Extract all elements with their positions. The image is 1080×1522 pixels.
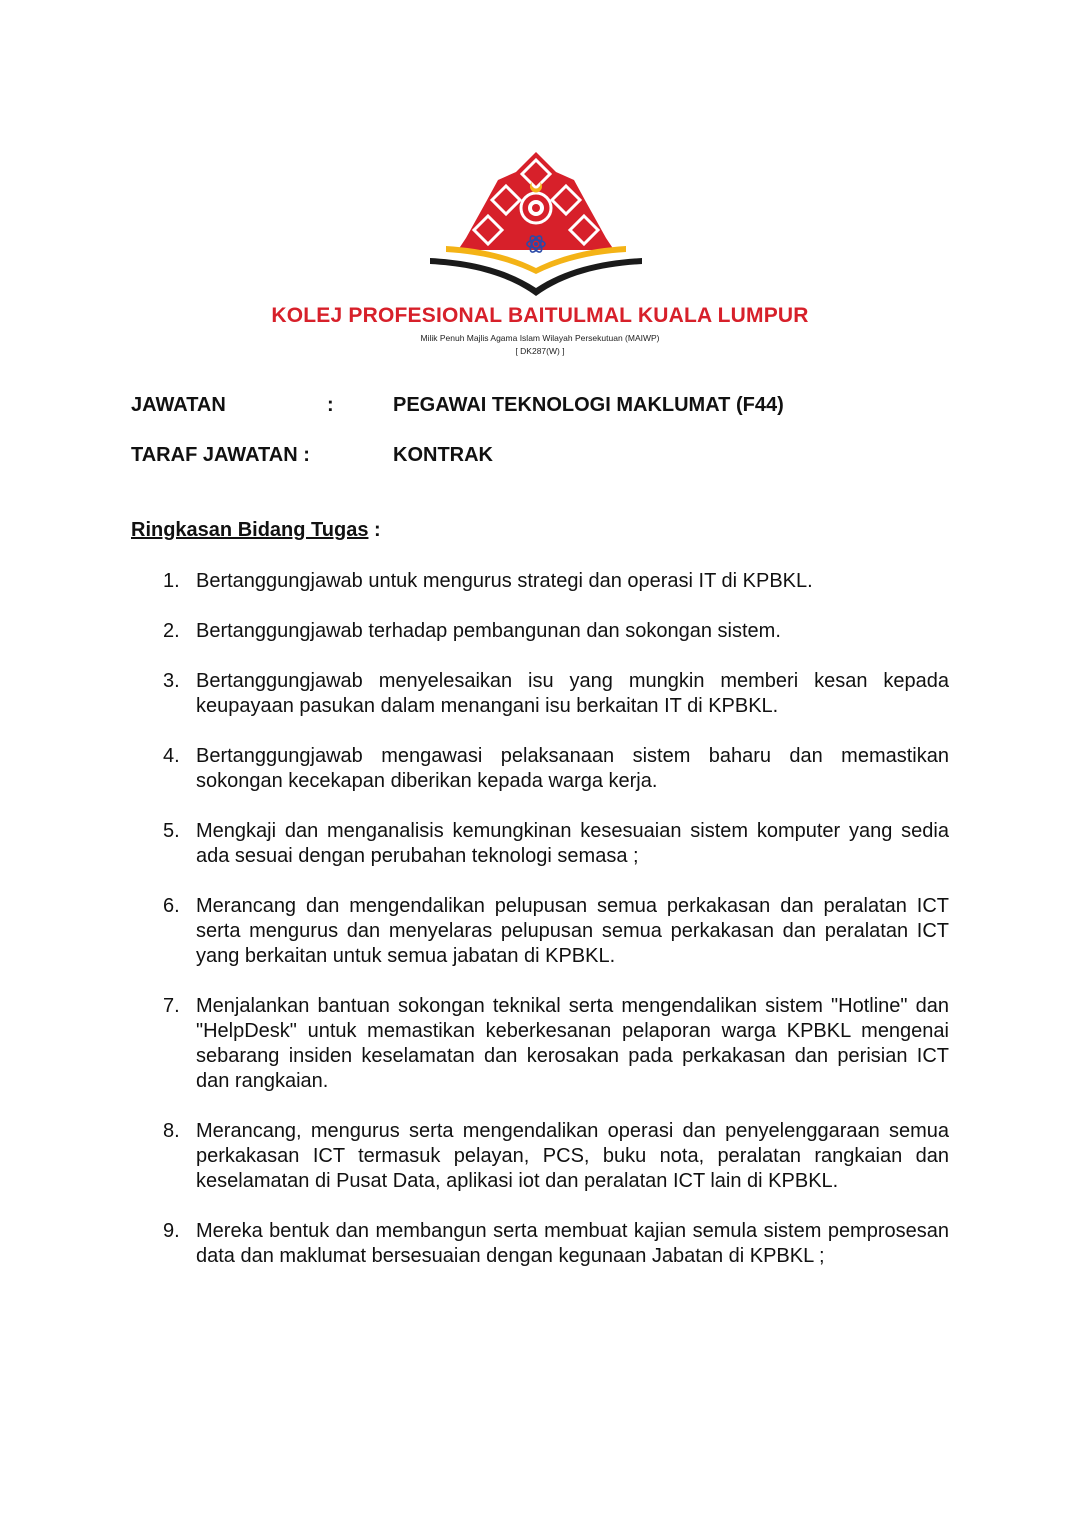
- list-item-number: 8.: [163, 1120, 180, 1142]
- section-title-suffix: :: [368, 519, 381, 541]
- list-item-number: 7.: [163, 995, 180, 1017]
- list-item-text: Bertanggungjawab untuk mengurus strategi dan operasi IT di KPBKL.: [196, 570, 813, 592]
- list-item: [163, 819, 949, 869]
- college-owner: Milik Penuh Majlis Agama Islam Wilayah Persekutuan (MAIWP): [420, 333, 660, 343]
- college-logo: [428, 150, 644, 300]
- list-item-text: Bertanggungjawab menyelesaikan isu yang mungkin memberi kesan kepada keupayaan pasukan dalam menangani isu berkaitan IT di KPBKL.: [196, 670, 949, 717]
- list-item-number: 1.: [163, 570, 180, 592]
- list-item-number: 9.: [163, 1220, 180, 1242]
- list-item-text: Mengkaji dan menganalisis kemungkinan kesesuaian sistem komputer yang sedia ada sesuai dengan perubahan teknologi semasa ;: [196, 820, 949, 867]
- list-item-number: 2.: [163, 620, 180, 642]
- list-item: [163, 994, 949, 1094]
- list-item-text: Menjalankan bantuan sokongan teknikal serta mengendalikan sistem "Hotline" dan "HelpDesk" untuk memastikan keberkesanan pelaporan warga KPBKL mengenai sebarang insiden keselamatan dan kerosakan pada perkakasan dan perisian ICT dan rangkaian.: [196, 995, 949, 1092]
- list-item: [163, 569, 949, 594]
- college-name: KOLEJ PROFESIONAL BAITULMAL KUALA LUMPUR: [271, 304, 809, 327]
- list-item: [163, 744, 949, 794]
- list-item-text: Bertanggungjawab mengawasi pelaksanaan sistem baharu dan memastikan sokongan kecekapan diberikan kepada warga kerja.: [196, 745, 949, 792]
- status-label: TARAF JAWATAN :: [131, 444, 310, 466]
- list-item-text: Mereka bentuk dan membangun serta membuat kajian semula sistem pemprosesan data dan maklumat bersesuaian dengan kegunaan Jabatan di KPBKL ;: [196, 1220, 949, 1267]
- list-item-number: 6.: [163, 895, 180, 917]
- list-item: [163, 619, 949, 644]
- list-item: [163, 894, 949, 969]
- position-value: PEGAWAI TEKNOLOGI MAKLUMAT (F44): [393, 394, 784, 416]
- list-item: [163, 1219, 949, 1269]
- list-item: [163, 669, 949, 719]
- college-code: [ DK287(W) ]: [515, 346, 565, 356]
- duties-list: [163, 569, 949, 1294]
- list-item-number: 3.: [163, 670, 180, 692]
- list-item: [163, 1119, 949, 1194]
- list-item-text: Merancang, mengurus serta mengendalikan operasi dan penyelenggaraan semua perkakasan ICT termasuk pelayan, PCS, buku nota, peralatan rangkaian dan keselamatan di Pusat Data, aplikasi iot dan peralatan ICT lain di KPBKL.: [196, 1120, 949, 1192]
- position-colon: :: [327, 394, 334, 416]
- section-title-text: Ringkasan Bidang Tugas: [131, 519, 369, 541]
- position-label: JAWATAN: [131, 394, 226, 416]
- list-item-number: 5.: [163, 820, 180, 842]
- list-item-text: Merancang dan mengendalikan pelupusan semua perkakasan dan peralatan ICT serta mengurus dan menyelaras pelupusan semua perkakasan dan peralatan ICT yang berkaitan untuk semua jabatan di KPBKL.: [196, 895, 949, 967]
- list-item-text: Bertanggungjawab terhadap pembangunan dan sokongan sistem.: [196, 620, 781, 642]
- list-item-number: 4.: [163, 745, 180, 767]
- section-title: [131, 519, 381, 542]
- status-value: KONTRAK: [393, 444, 493, 466]
